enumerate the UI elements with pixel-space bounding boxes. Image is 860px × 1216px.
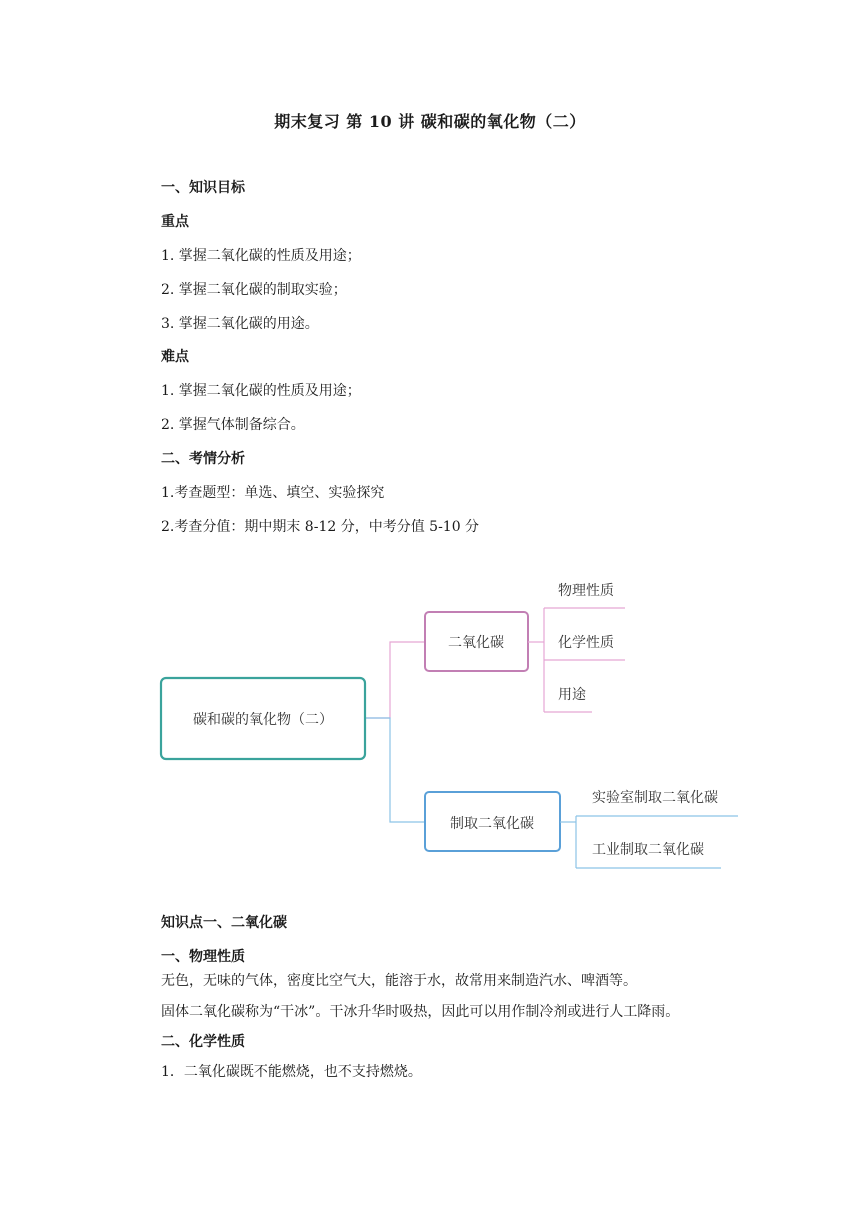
branch-node-preparation-label: 制取二氧化碳 — [450, 816, 534, 832]
paragraph-line: 无色，无味的气体，密度比空气大，能溶于水，故常用来制造汽水、啤酒等。 — [161, 973, 637, 989]
difficult-points-label: 难点 — [161, 349, 189, 365]
section-heading-analysis: 二、考情分析 — [161, 451, 245, 467]
page-title: 期末复习 第 10 讲 碳和碳的氧化物（二） — [274, 112, 586, 131]
paragraph-line: 1．二氧化碳既不能燃烧，也不支持燃烧。 — [161, 1064, 422, 1080]
root-node-label: 碳和碳的氧化物（二） — [193, 712, 333, 728]
leaf-chemical-properties: 化学性质 — [558, 635, 614, 651]
leaf-uses: 用途 — [558, 687, 586, 703]
analysis-item: 1.考查题型：单选、填空、实验探究 — [161, 485, 385, 501]
key-item: 3. 掌握二氧化碳的用途。 — [161, 316, 319, 332]
branch-node-co2-label: 二氧化碳 — [448, 635, 504, 651]
mind-map — [0, 560, 860, 880]
difficult-item: 1. 掌握二氧化碳的性质及用途； — [161, 383, 361, 399]
leaf-industrial-preparation: 工业制取二氧化碳 — [592, 842, 704, 858]
connector-branch2 — [365, 718, 425, 822]
analysis-item: 2.考查分值：期中期末 8-12 分，中考分值 5-10 分 — [161, 519, 480, 535]
key-item: 2. 掌握二氧化碳的制取实验； — [161, 282, 347, 298]
key-item: 1. 掌握二氧化碳的性质及用途； — [161, 248, 361, 264]
physical-properties-heading: 一、物理性质 — [161, 949, 245, 965]
connector-branch1 — [365, 642, 425, 718]
difficult-item: 2. 掌握气体制备综合。 — [161, 417, 305, 433]
section-heading-goals: 一、知识目标 — [161, 180, 245, 196]
chemical-properties-heading: 二、化学性质 — [161, 1034, 245, 1050]
leaf-physical-properties: 物理性质 — [558, 583, 614, 599]
key-points-label: 重点 — [161, 214, 189, 230]
leaf-lab-preparation: 实验室制取二氧化碳 — [592, 790, 718, 806]
knowledge-point-heading: 知识点一、二氧化碳 — [161, 915, 287, 931]
paragraph-line: 固体二氧化碳称为“干冰”。干冰升华时吸热，因此可以用作制冷剂或进行人工降雨。 — [161, 1004, 680, 1020]
